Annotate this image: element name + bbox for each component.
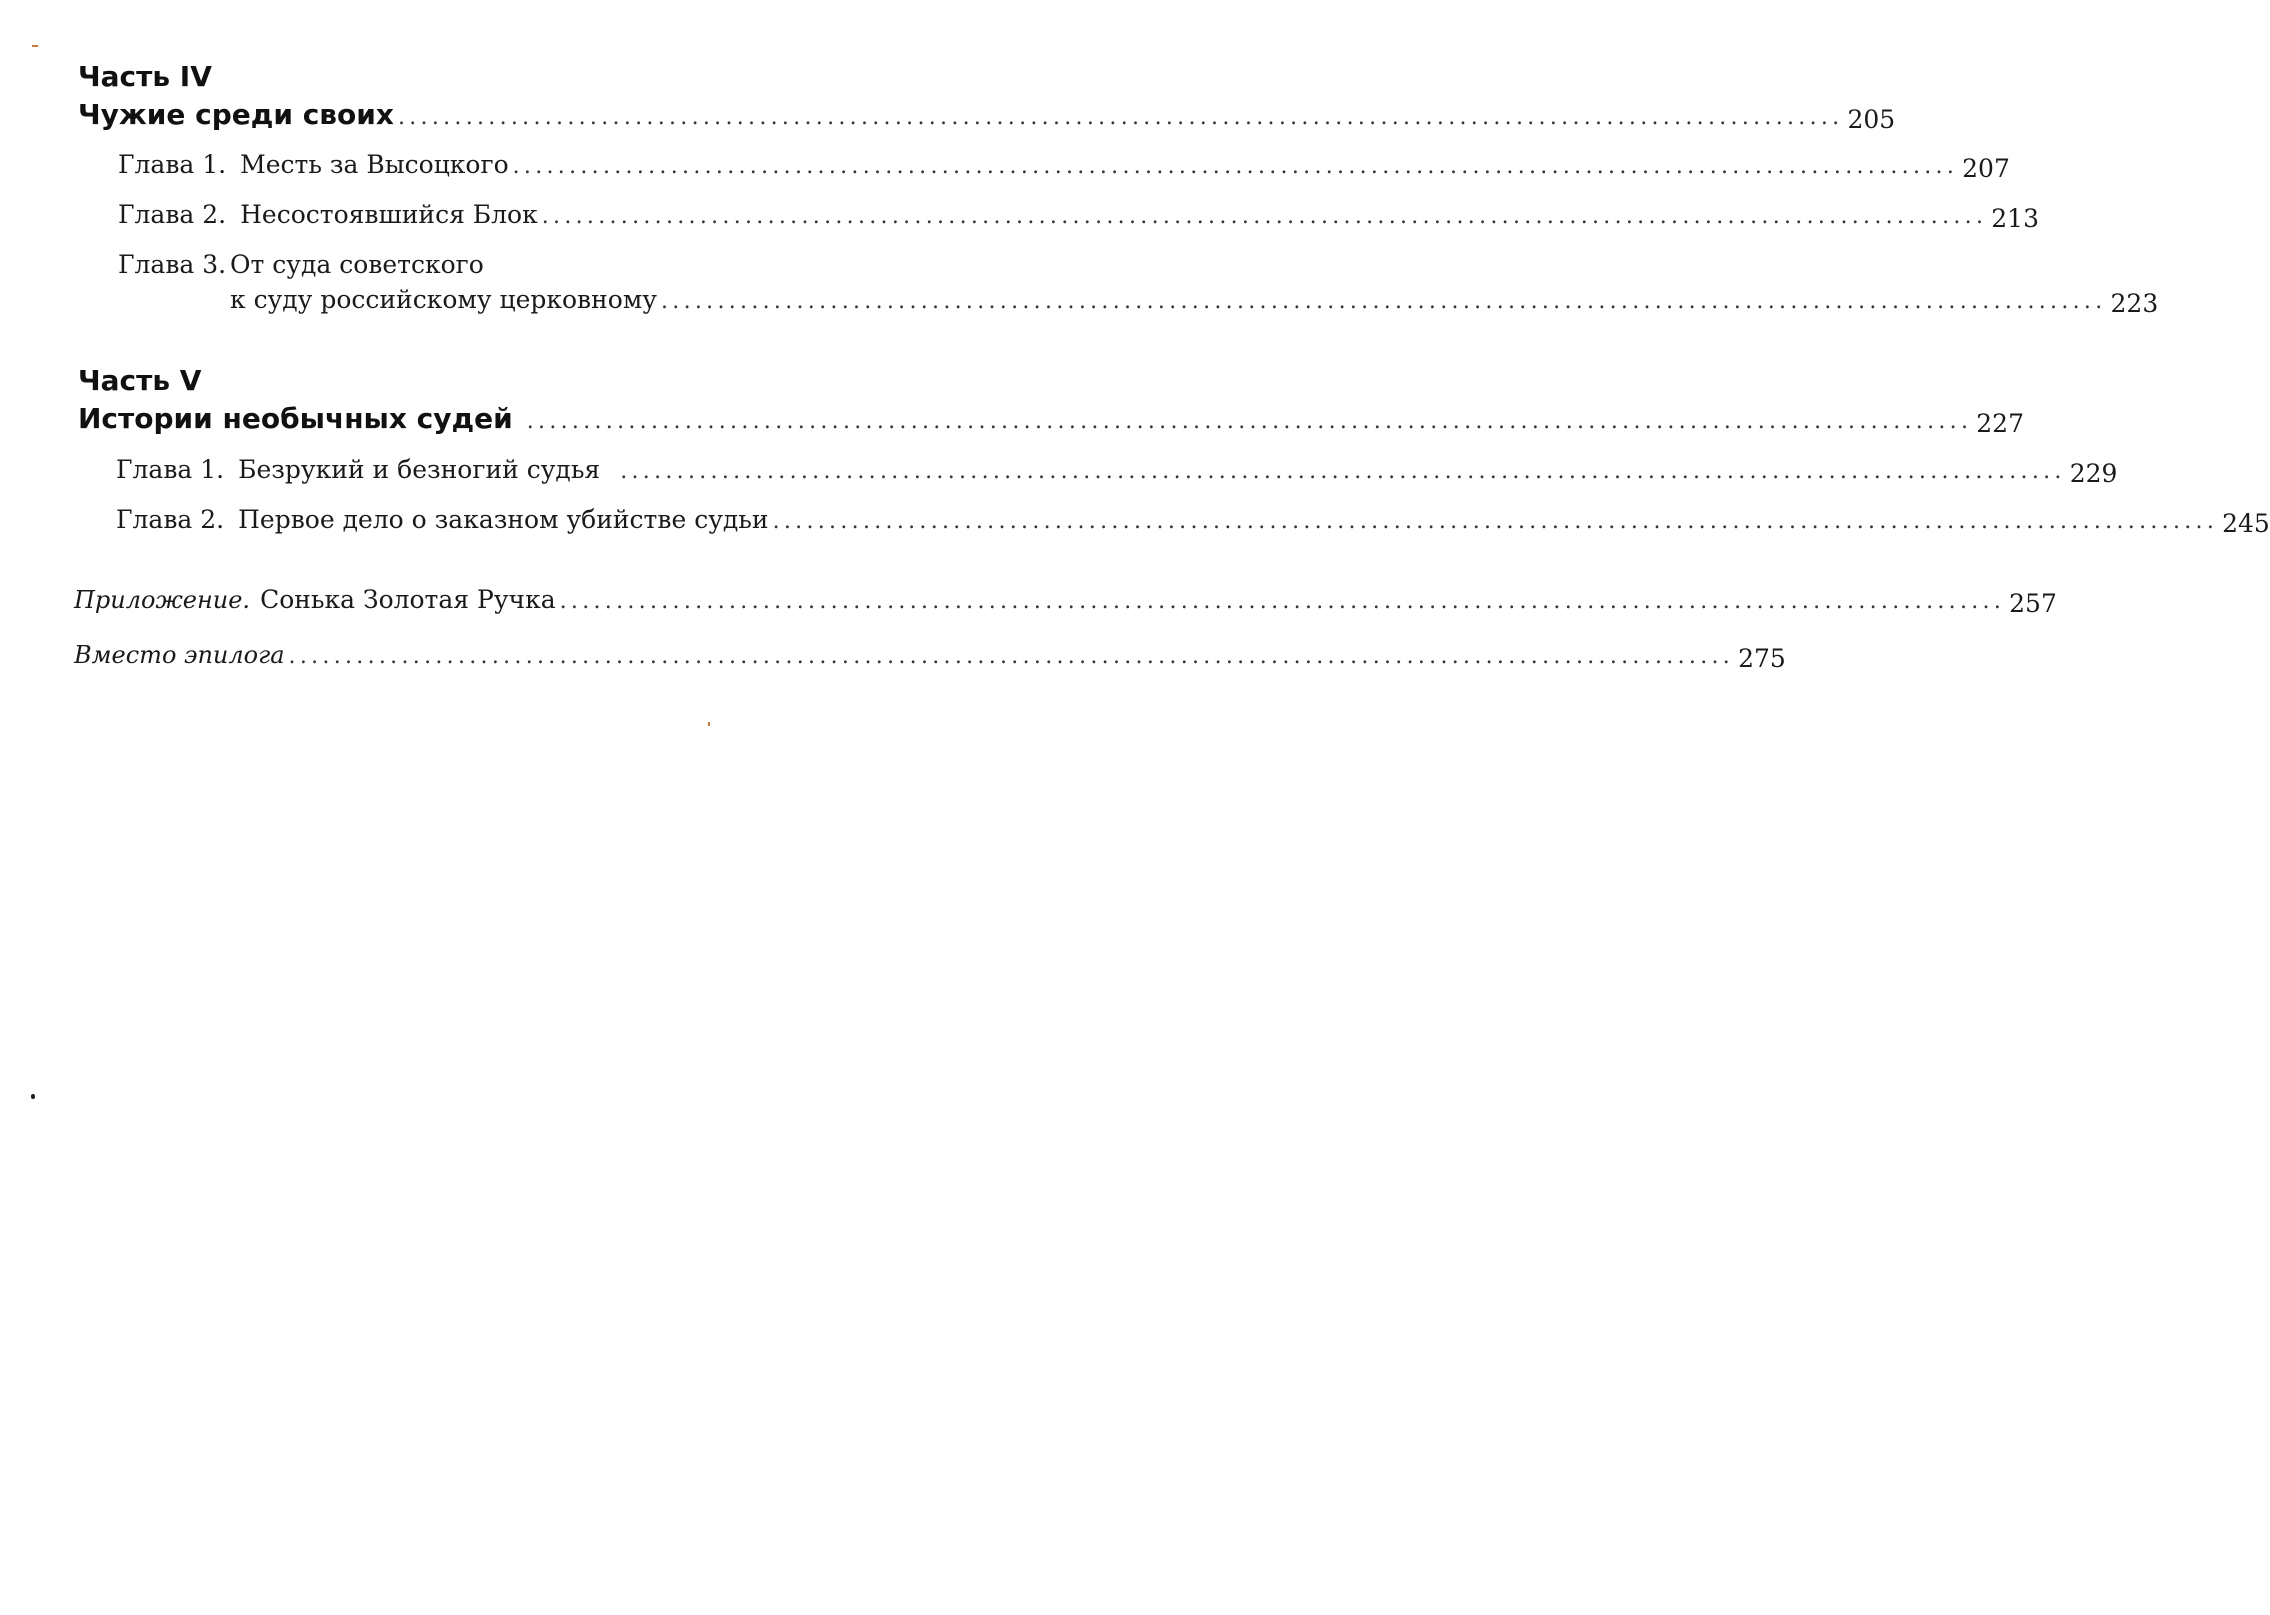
appendix-page: 257 <box>2009 589 2057 618</box>
dot-leader: ................................................................................................................................ <box>512 154 1959 179</box>
part-iv-chapter-2[interactable] <box>118 200 2039 233</box>
part-iv-label: Часть IV <box>78 60 212 93</box>
dot-leader: ................................................................................................................................ <box>526 409 1973 434</box>
scan-speck <box>708 722 710 726</box>
part-iv-title: Чужие среди своих <box>78 98 394 131</box>
appendix-entry[interactable] <box>74 585 2057 618</box>
chapter-number: Глава 1. <box>116 455 225 484</box>
chapter-number: Глава 1. <box>118 150 227 179</box>
chapter-title: Первое дело о заказном убийстве судьи <box>238 505 769 534</box>
chapter-page: 223 <box>2110 289 2159 318</box>
part-iv-chapter-1[interactable] <box>118 150 2010 183</box>
epilogue-title: Вместо эпилога <box>74 641 285 669</box>
dot-leader: ................................................................................................................................ <box>288 644 1735 669</box>
part-iv-chapter-3[interactable] <box>230 285 2159 318</box>
part-iv-entry[interactable] <box>78 98 1896 134</box>
part-v-chapter-1[interactable] <box>116 455 2118 488</box>
dot-leader: ................................................................................................................................ <box>620 459 2066 484</box>
appendix-label: Приложение. <box>74 586 251 614</box>
chapter-title: Несостоявшийся Блок <box>240 200 538 229</box>
chapter-title: Безрукий и безногий судья <box>238 455 601 484</box>
chapter-title: Месть за Высоцкого <box>240 150 509 179</box>
chapter-page: 229 <box>2069 459 2118 488</box>
dot-leader: ................................................................................................................................ <box>541 204 1988 229</box>
dot-leader: ................................................................................................................................ <box>397 105 1844 130</box>
chapter-number: Глава 3. <box>118 250 227 279</box>
scan-speck <box>32 45 38 47</box>
chapter-number: Глава 2. <box>116 505 225 534</box>
chapter-title-line1[interactable]: От суда советского <box>230 250 484 279</box>
part-v-title: Истории необычных судей <box>78 402 513 435</box>
chapter-number: Глава 2. <box>118 200 227 229</box>
chapter-page: 207 <box>1962 154 2010 183</box>
dot-leader: ................................................................................................................................ <box>772 509 2219 534</box>
chapter-page: 213 <box>1991 204 2039 233</box>
chapter-page: 245 <box>2222 509 2270 538</box>
part-v-page: 227 <box>1976 409 2024 438</box>
dot-leader: ................................................................................................................................ <box>661 289 2107 314</box>
part-v-entry[interactable] <box>78 402 2024 438</box>
part-iv-page: 205 <box>1847 105 1896 134</box>
scan-dot <box>31 1094 35 1099</box>
epilogue-page: 275 <box>1738 644 1786 673</box>
appendix-title: Сонька Золотая Ручка <box>260 585 556 614</box>
part-v-chapter-2[interactable] <box>116 505 2270 538</box>
chapter-title-line2: к суду российскому церковному <box>230 285 657 314</box>
part-v-label: Часть V <box>78 364 202 397</box>
epilogue-entry[interactable] <box>74 640 1786 673</box>
dot-leader: ................................................................................................................................ <box>559 589 2006 614</box>
